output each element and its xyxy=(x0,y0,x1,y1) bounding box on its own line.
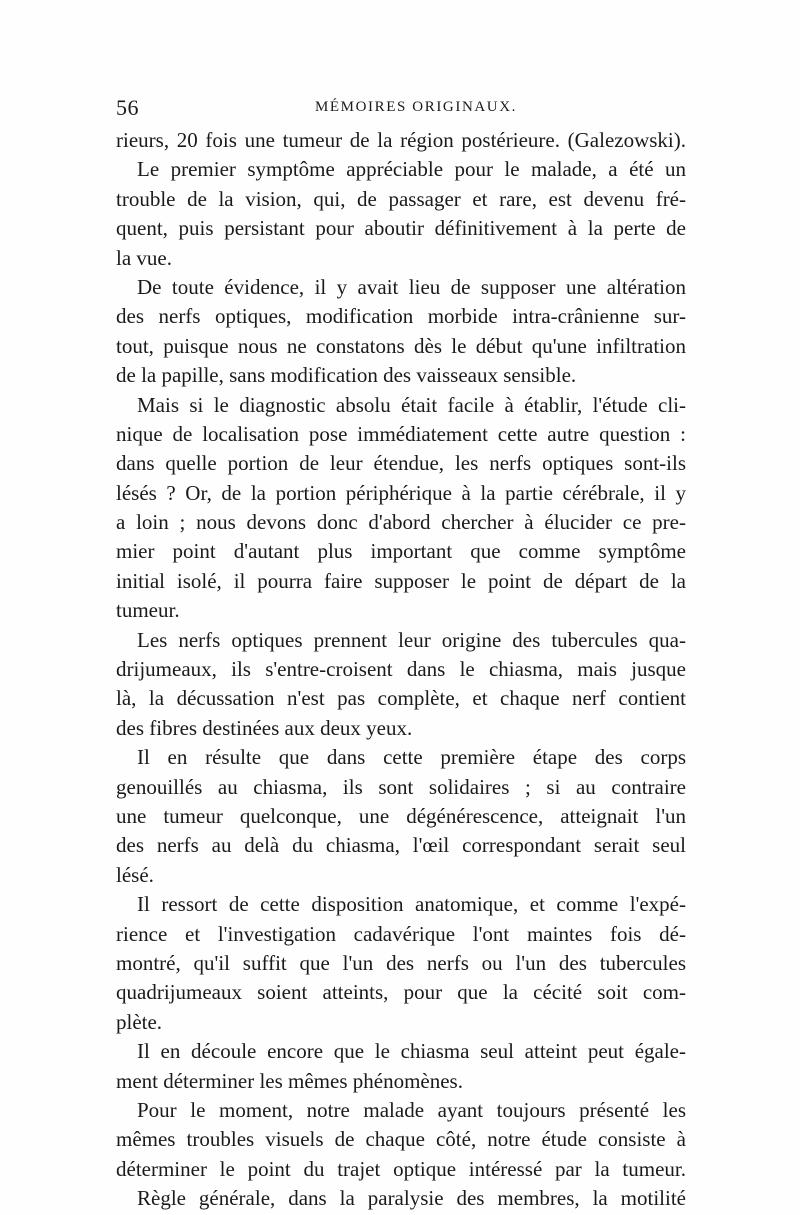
text-line: quadrijumeaux soient atteints, pour que la cécité soit com- xyxy=(116,980,686,1005)
text-line: Pour le moment, notre malade ayant toujours présenté les xyxy=(137,1097,686,1122)
text-line: rieurs, 20 fois une tumeur de la région postérieure. (Galezowski). xyxy=(116,128,686,152)
text-line: ment déterminer les mêmes phénomènes. xyxy=(116,1068,463,1093)
text-line: la vue. xyxy=(116,245,172,270)
text-line: Il en résulte que dans cette première étape des corps xyxy=(137,745,686,770)
text-line: genouillés au chiasma, ils sont solidaires ; si au contraire xyxy=(116,774,686,799)
running-head: MÉMOIRES ORIGINAUX. xyxy=(314,99,518,115)
text-line: des nerfs au delà du chiasma, l'œil correspondant serait seul xyxy=(116,833,686,858)
text-line: lésés ? Or, de la portion périphérique à la partie cérébrale, il y xyxy=(116,480,686,505)
text-line: plète. xyxy=(116,1009,163,1034)
text-line: des fibres destinées aux deux yeux. xyxy=(116,715,413,740)
text-line: quent, puis persistant pour aboutir définitivement à la perte de xyxy=(116,216,686,241)
text-line: des nerfs optiques, modification morbide intra-crânienne sur- xyxy=(116,304,686,329)
text-line: Les nerfs optiques prennent leur origine des tubercules qua- xyxy=(137,627,686,652)
text-line: mier point d'autant plus important que comme symptôme xyxy=(116,539,686,564)
text-line: Règle générale, dans la paralysie des membres, la motilité xyxy=(137,1186,686,1211)
body-text xyxy=(116,126,686,1213)
text-line: tumeur. xyxy=(116,598,180,623)
text-line: dans quelle portion de leur étendue, les nerfs optiques sont-ils xyxy=(116,451,686,476)
text-line: a loin ; nous devons donc d'abord chercher à élucider ce pre- xyxy=(116,510,686,535)
text-line: Il ressort de cette disposition anatomique, et comme l'expé- xyxy=(137,892,686,917)
page-header xyxy=(116,95,686,121)
text-line: Il en découle encore que le chiasma seul atteint peut égale- xyxy=(137,1039,686,1064)
text-line: nique de localisation pose immédiatement cette autre question : xyxy=(116,421,686,446)
text-line: déterminer le point du trajet optique intéressé par la tumeur. xyxy=(116,1156,686,1181)
text-line: tout, puisque nous ne constatons dès le début qu'une infiltration xyxy=(116,333,686,358)
page-number: 56 xyxy=(116,95,139,120)
text-line: De toute évidence, il y avait lieu de supposer une altération xyxy=(137,274,686,299)
text-line: rience et l'investigation cadavérique l'ont maintes fois dé- xyxy=(116,921,686,946)
text-line: une tumeur quelconque, une dégénérescence, atteignait l'un xyxy=(116,803,686,828)
text-line: de la papille, sans modification des vaisseaux sensible. xyxy=(116,363,577,388)
text-line: Le premier symptôme appréciable pour le malade, a été un xyxy=(137,157,686,182)
text-line: lésé. xyxy=(116,862,154,887)
text-line: montré, qu'il suffit que l'un des nerfs ou l'un des tubercules xyxy=(116,950,686,975)
text-line: mêmes troubles visuels de chaque côté, notre étude consiste à xyxy=(116,1127,686,1152)
text-line: initial isolé, il pourra faire supposer le point de départ de la xyxy=(116,568,686,593)
text-line: drijumeaux, ils s'entre-croisent dans le chiasma, mais jusque xyxy=(116,657,686,682)
text-line: trouble de la vision, qui, de passager et rare, est devenu fré- xyxy=(116,186,686,211)
text-line: Mais si le diagnostic absolu était facile à établir, l'étude cli- xyxy=(137,392,686,417)
text-line: là, la décussation n'est pas complète, et chaque nerf contient xyxy=(116,686,686,711)
